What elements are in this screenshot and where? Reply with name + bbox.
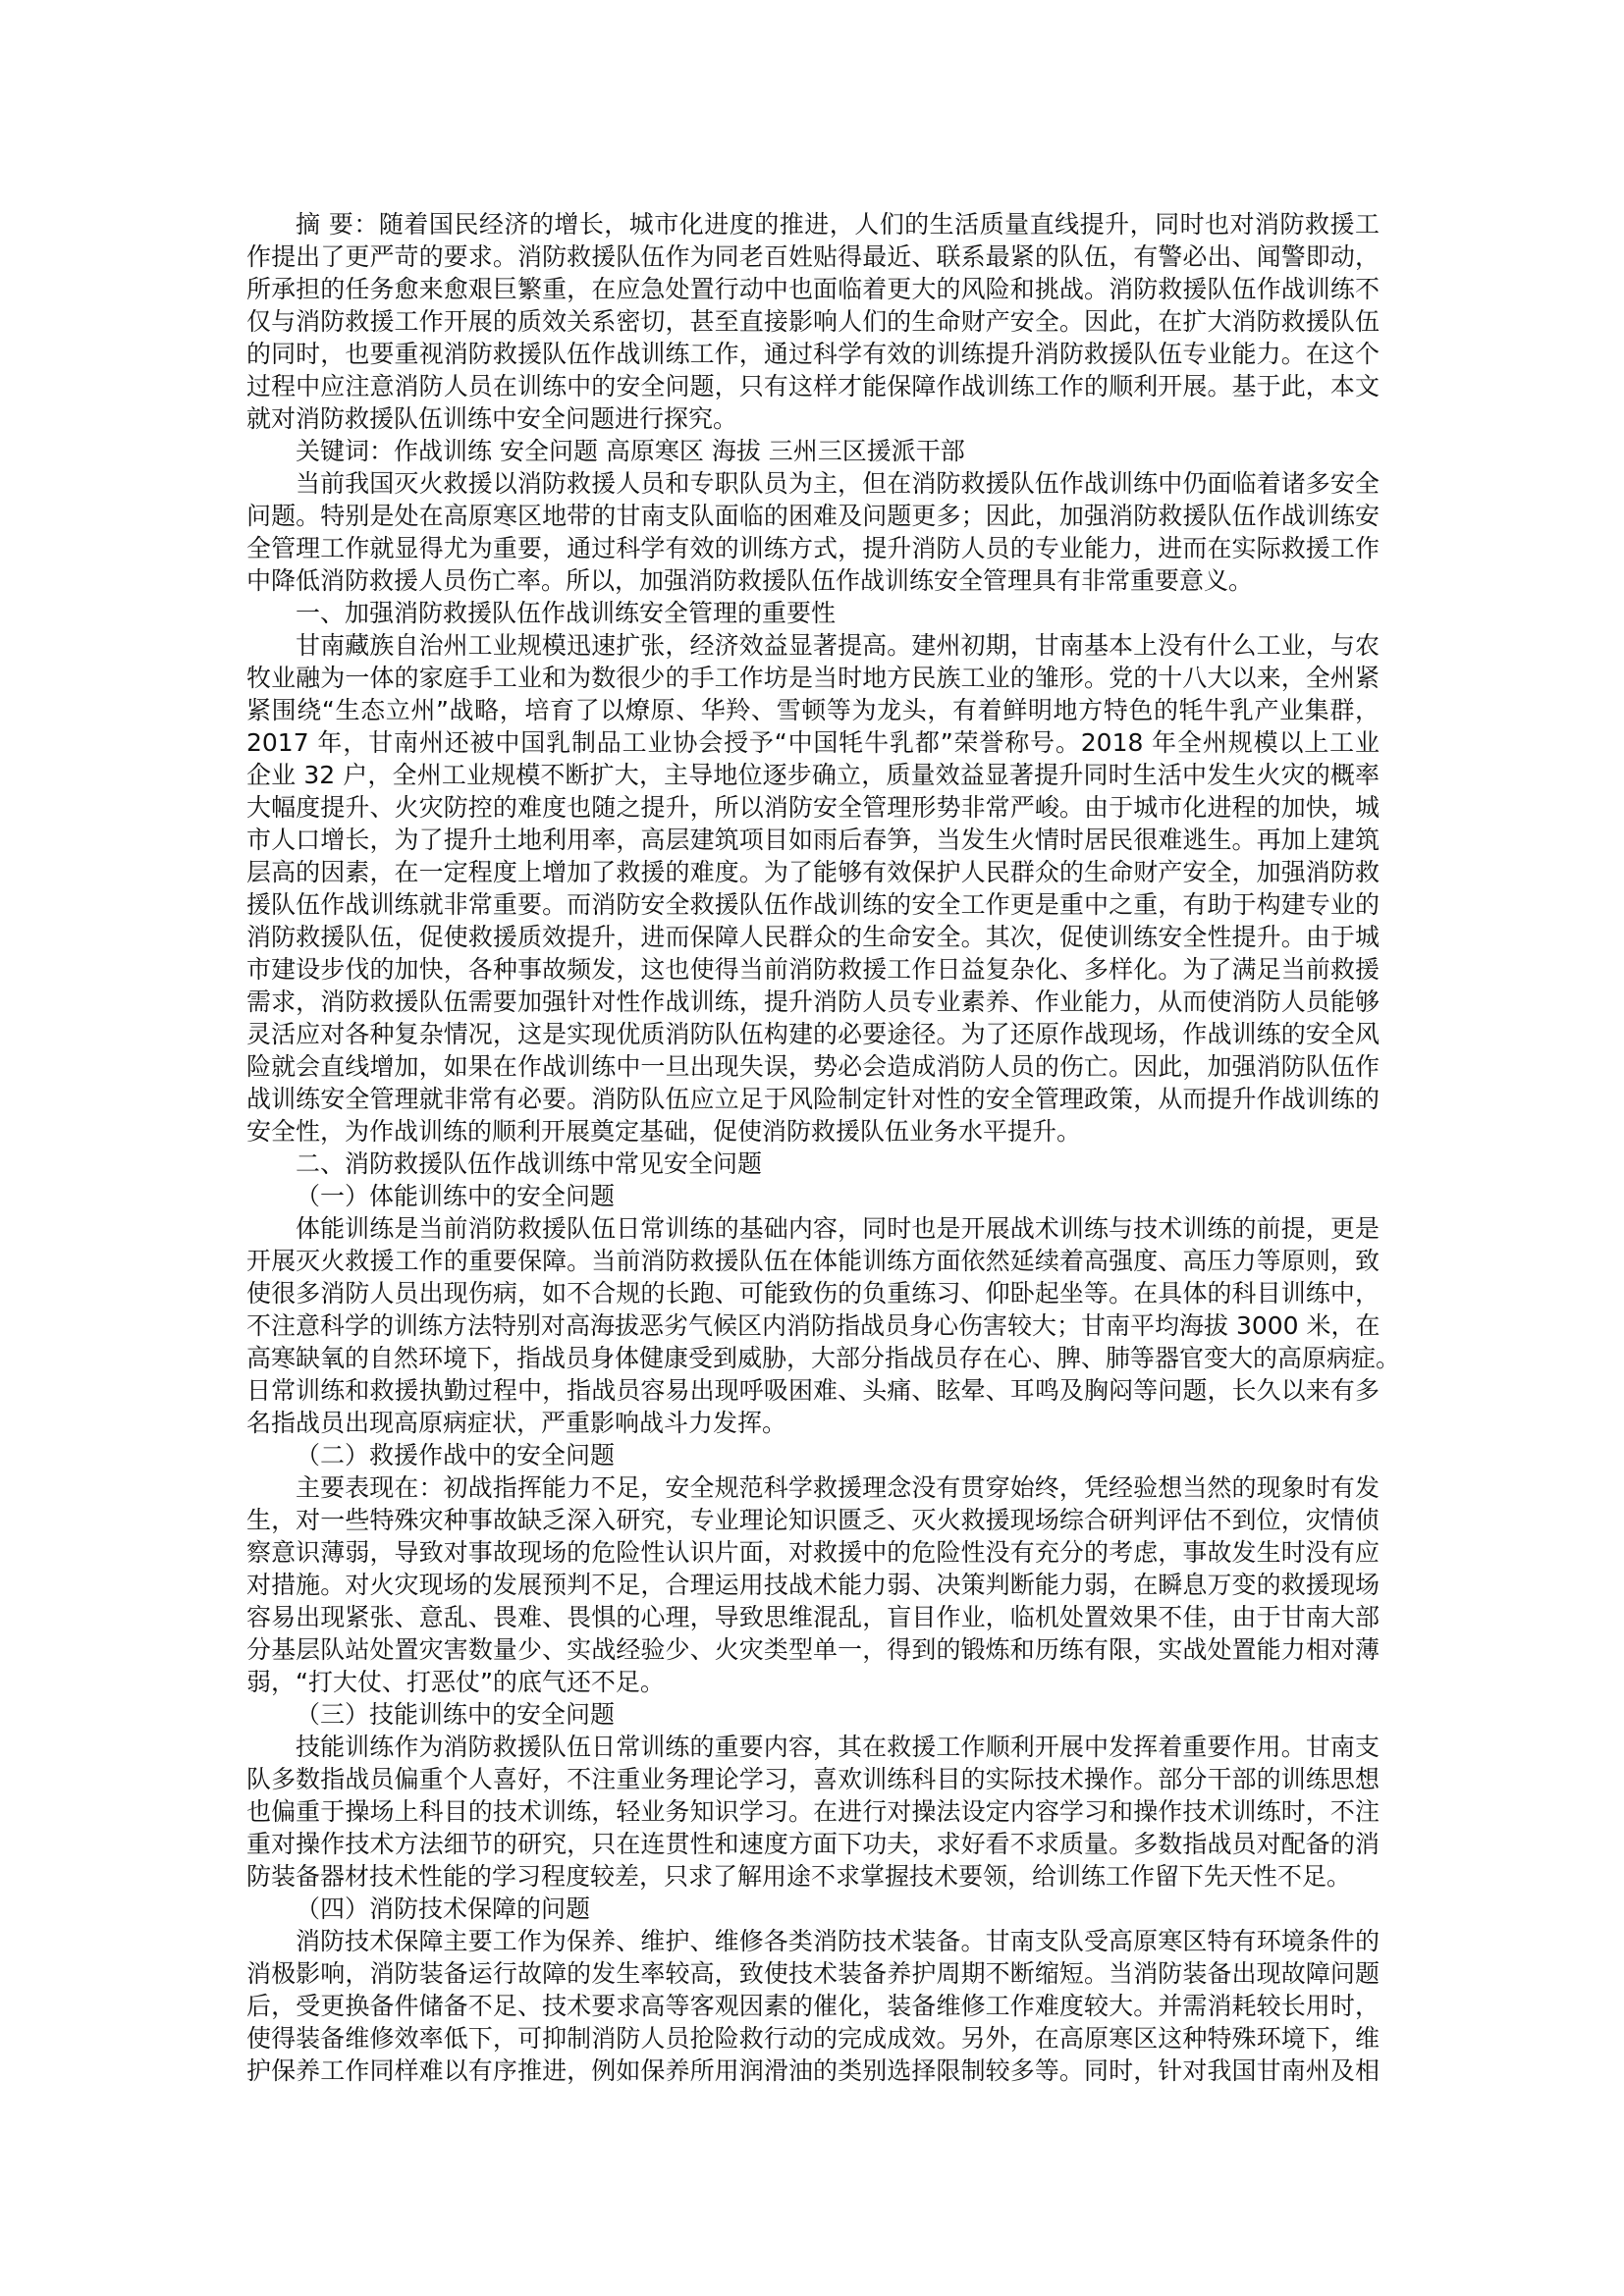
text-line: 牧业融为一体的家庭手工业和为数很少的手工作坊是当时地方民族工业的雏形。党的十八大以来，全州紧 <box>246 664 1380 692</box>
subsection-heading <box>246 1180 1380 1212</box>
text-line: 使得装备维修效率低下，可抑制消防人员抢险救行动的完成成效。另外，在高原寒区这种特殊环境下，维 <box>246 2024 1380 2053</box>
text-line: 消防救援队伍，促使救援质效提升，进而保障人民群众的生命安全。其次，促使训练安全性提升。由于城 <box>246 923 1380 951</box>
text-line: 险就会直线增加，如果在作战训练中一旦出现失误，势必会造成消防人员的伤亡。因此，加强消防队伍作 <box>246 1052 1380 1081</box>
text-line: 层高的因素，在一定程度上增加了救援的难度。为了能够有效保护人民群众的生命财产安全，加强消防救 <box>246 858 1380 886</box>
paragraph <box>246 1212 1401 1439</box>
text-line: 关键词：作战训练 安全问题 高原寒区 海拔 三州三区援派干部 <box>296 437 965 465</box>
subsection-heading <box>246 1893 1380 1925</box>
text-line: 紧围绕“生态立州”战略，培育了以燎原、华羚、雪顿等为龙头，有着鲜明地方特色的牦牛乳产业集群， <box>246 696 1380 724</box>
text-line: 重对操作技术方法细节的研究，只在连贯性和速度方面下功夫，求好看不求质量。多数指战员对配备的消 <box>246 1830 1380 1858</box>
text-line: 体能训练是当前消防救援队伍日常训练的基础内容，同时也是开展战术训练与技术训练的前提，更是 <box>296 1214 1380 1243</box>
paragraph <box>246 467 1380 597</box>
text-line: 对措施。对火灾现场的发展预判不足，合理运用技战术能力弱、决策判断能力弱，在瞬息万变的救援现场 <box>246 1571 1380 1599</box>
text-line: 援队伍作战训练就非常重要。而消防安全救援队伍作战训练的安全工作更是重中之重，有助于构建专业的 <box>246 890 1380 919</box>
paragraph <box>246 1925 1380 2087</box>
text-line: 过程中应注意消防人员在训练中的安全问题，只有这样才能保障作战训练工作的顺利开展。基于此，本文 <box>246 372 1380 400</box>
text-line: 的同时，也要重视消防救援队伍作战训练工作，通过科学有效的训练提升消防救援队伍专业能力。在这个 <box>246 340 1380 368</box>
text-line: （四）消防技术保障的问题 <box>296 1895 591 1923</box>
text-line: 中降低消防救援人员伤亡率。所以，加强消防救援队伍作战训练安全管理具有非常重要意义。 <box>246 566 1254 595</box>
document-body <box>246 208 1401 2087</box>
text-line: （三）技能训练中的安全问题 <box>296 1700 616 1729</box>
text-line: 也偏重于操场上科目的技术训练，轻业务知识学习。在进行对操法设定内容学习和操作技术训练时，不注 <box>246 1797 1380 1826</box>
text-line: 甘南藏族自治州工业规模迅速扩张，经济效益显著提高。建州初期，甘南基本上没有什么工业，与农 <box>296 631 1380 660</box>
text-line: 需求，消防救援队伍需要加强针对性作战训练，提升消防人员专业素养、作业能力，从而使消防人员能够 <box>246 988 1380 1016</box>
text-line: 安全性，为作战训练的顺利开展奠定基础，促使消防救援队伍业务水平提升。 <box>246 1117 1082 1146</box>
text-line: 高寒缺氧的自然环境下，指战员身体健康受到威胁，大部分指战员存在心、脾、肺等器官变大的高原病症。 <box>246 1344 1401 1372</box>
text-line: 所承担的任务愈来愈艰巨繁重，在应急处置行动中也面临着更大的风险和挑战。消防救援队伍作战训练不 <box>246 275 1380 303</box>
text-line: 主要表现在：初战指挥能力不足，安全规范科学救援理念没有贯穿始终，凭经验想当然的现象时有发 <box>296 1473 1380 1502</box>
paragraph <box>246 1731 1380 1893</box>
text-line: 防装备器材技术性能的学习程度较差，只求了解用途不求掌握技术要领，给训练工作留下先天性不足。 <box>246 1862 1352 1891</box>
text-line: 名指战员出现高原病症状，严重影响战斗力发挥。 <box>246 1409 787 1437</box>
paragraph <box>246 629 1380 1148</box>
text-line: 企业 32 户，全州工业规模不断扩大，主导地位逐步确立，质量效益显著提升同时生活中发生火灾的概率 <box>246 761 1380 789</box>
text-line: 仅与消防救援工作开展的质效关系密切，甚至直接影响人们的生命财产安全。因此，在扩大消防救援队伍 <box>246 307 1380 336</box>
text-line: 就对消防救援队伍训练中安全问题进行探究。 <box>246 404 738 433</box>
text-line: 使很多消防人员出现伤病，如不合规的长跑、可能致伤的负重练习、仰卧起坐等。在具体的科目训练中， <box>246 1279 1380 1308</box>
text-line: 市人口增长，为了提升土地利用率，高层建筑项目如雨后春笋，当发生火情时居民很难逃生。再加上建筑 <box>246 826 1380 854</box>
section-heading <box>246 1148 1380 1180</box>
text-line: 分基层队站处置灾害数量少、实战经验少、火灾类型单一，得到的锻炼和历练有限，实战处置能力相对薄 <box>246 1635 1380 1664</box>
text-line: 问题。特别是处在高原寒区地带的甘南支队面临的困难及问题更多；因此，加强消防救援队伍作战训练安 <box>246 502 1380 530</box>
text-line: 后，受更换备件储备不足、技术要求高等客观因素的催化，装备维修工作难度较大。并需消耗较长用时， <box>246 1992 1380 2020</box>
abstract-paragraph <box>246 208 1380 435</box>
keywords-line <box>246 435 1380 467</box>
text-line: 察意识薄弱，导致对事故现场的危险性认识片面，对救援中的危险性没有充分的考虑，事故发生时没有应 <box>246 1538 1380 1567</box>
text-line: 消极影响，消防装备运行故障的发生率较高，致使技术装备养护周期不断缩短。当消防装备出现故障问题 <box>246 1959 1380 1988</box>
text-line: 摘 要：随着国民经济的增长，城市化进度的推进，人们的生活质量直线提升，同时也对消防救援工 <box>296 210 1380 239</box>
text-line: 弱，“打大仗、打恶仗”的底气还不足。 <box>246 1668 665 1696</box>
text-line: （一）体能训练中的安全问题 <box>296 1182 616 1210</box>
text-line: 二、消防救援队伍作战训练中常见安全问题 <box>296 1149 763 1178</box>
section-heading <box>246 597 1380 629</box>
text-line: 日常训练和救援执勤过程中，指战员容易出现呼吸困难、头痛、眩晕、耳鸣及胸闷等问题，长久以来有多 <box>246 1376 1380 1405</box>
text-line: 战训练安全管理就非常有必要。消防队伍应立足于风险制定针对性的安全管理政策，从而提升作战训练的 <box>246 1085 1380 1113</box>
paragraph <box>246 1471 1380 1698</box>
text-line: 开展灭火救援工作的重要保障。当前消防救援队伍在体能训练方面依然延续着高强度、高压力等原则，致 <box>246 1247 1380 1275</box>
text-line: 2017 年，甘南州还被中国乳制品工业协会授予“中国牦牛乳都”荣誉称号。2018 年全州规模以上工业 <box>246 728 1380 757</box>
subsection-heading <box>246 1698 1380 1731</box>
text-line: 全管理工作就显得尤为重要，通过科学有效的训练方式，提升消防人员的专业能力，进而在实际救援工作 <box>246 534 1380 562</box>
text-line: 容易出现紧张、意乱、畏难、畏惧的心理，导致思维混乱，盲目作业，临机处置效果不佳，由于甘南大部 <box>246 1603 1380 1631</box>
text-line: 作提出了更严苛的要求。消防救援队伍作为同老百姓贴得最近、联系最紧的队伍，有警必出、闻警即动， <box>246 242 1380 271</box>
text-line: 消防技术保障主要工作为保养、维护、维修各类消防技术装备。甘南支队受高原寒区特有环境条件的 <box>296 1927 1380 1955</box>
text-line: 技能训练作为消防救援队伍日常训练的重要内容，其在救援工作顺利开展中发挥着重要作用。甘南支 <box>296 1733 1380 1761</box>
text-line: 不注意科学的训练方法特别对高海拔恶劣气候区内消防指战员身心伤害较大；甘南平均海拔 3000 米，在 <box>246 1311 1380 1340</box>
text-line: 灵活应对各种复杂情况，这是实现优质消防队伍构建的必要途径。为了还原作战现场，作战训练的安全风 <box>246 1020 1380 1048</box>
text-line: （二）救援作战中的安全问题 <box>296 1441 616 1469</box>
text-line: 大幅度提升、火灾防控的难度也随之提升，所以消防安全管理形势非常严峻。由于城市化进程的加快，城 <box>246 793 1380 822</box>
text-line: 生，对一些特殊灾种事故缺乏深入研究，专业理论知识匮乏、灭火救援现场综合研判评估不到位，灾情侦 <box>246 1506 1380 1534</box>
text-line: 当前我国灭火救援以消防救援人员和专职队员为主，但在消防救援队伍作战训练中仍面临着诸多安全 <box>296 469 1380 498</box>
text-line: 护保养工作同样难以有序推进，例如保养所用润滑油的类别选择限制较多等。同时，针对我国甘南州及相 <box>246 2056 1380 2085</box>
text-line: 队多数指战员偏重个人喜好，不注重业务理论学习，喜欢训练科目的实际技术操作。部分干部的训练思想 <box>246 1765 1380 1793</box>
subsection-heading <box>246 1439 1380 1471</box>
text-line: 一、加强消防救援队伍作战训练安全管理的重要性 <box>296 599 837 627</box>
text-line: 市建设步伐的加快，各种事故频发，这也使得当前消防救援工作日益复杂化、多样化。为了满足当前救援 <box>246 955 1380 984</box>
